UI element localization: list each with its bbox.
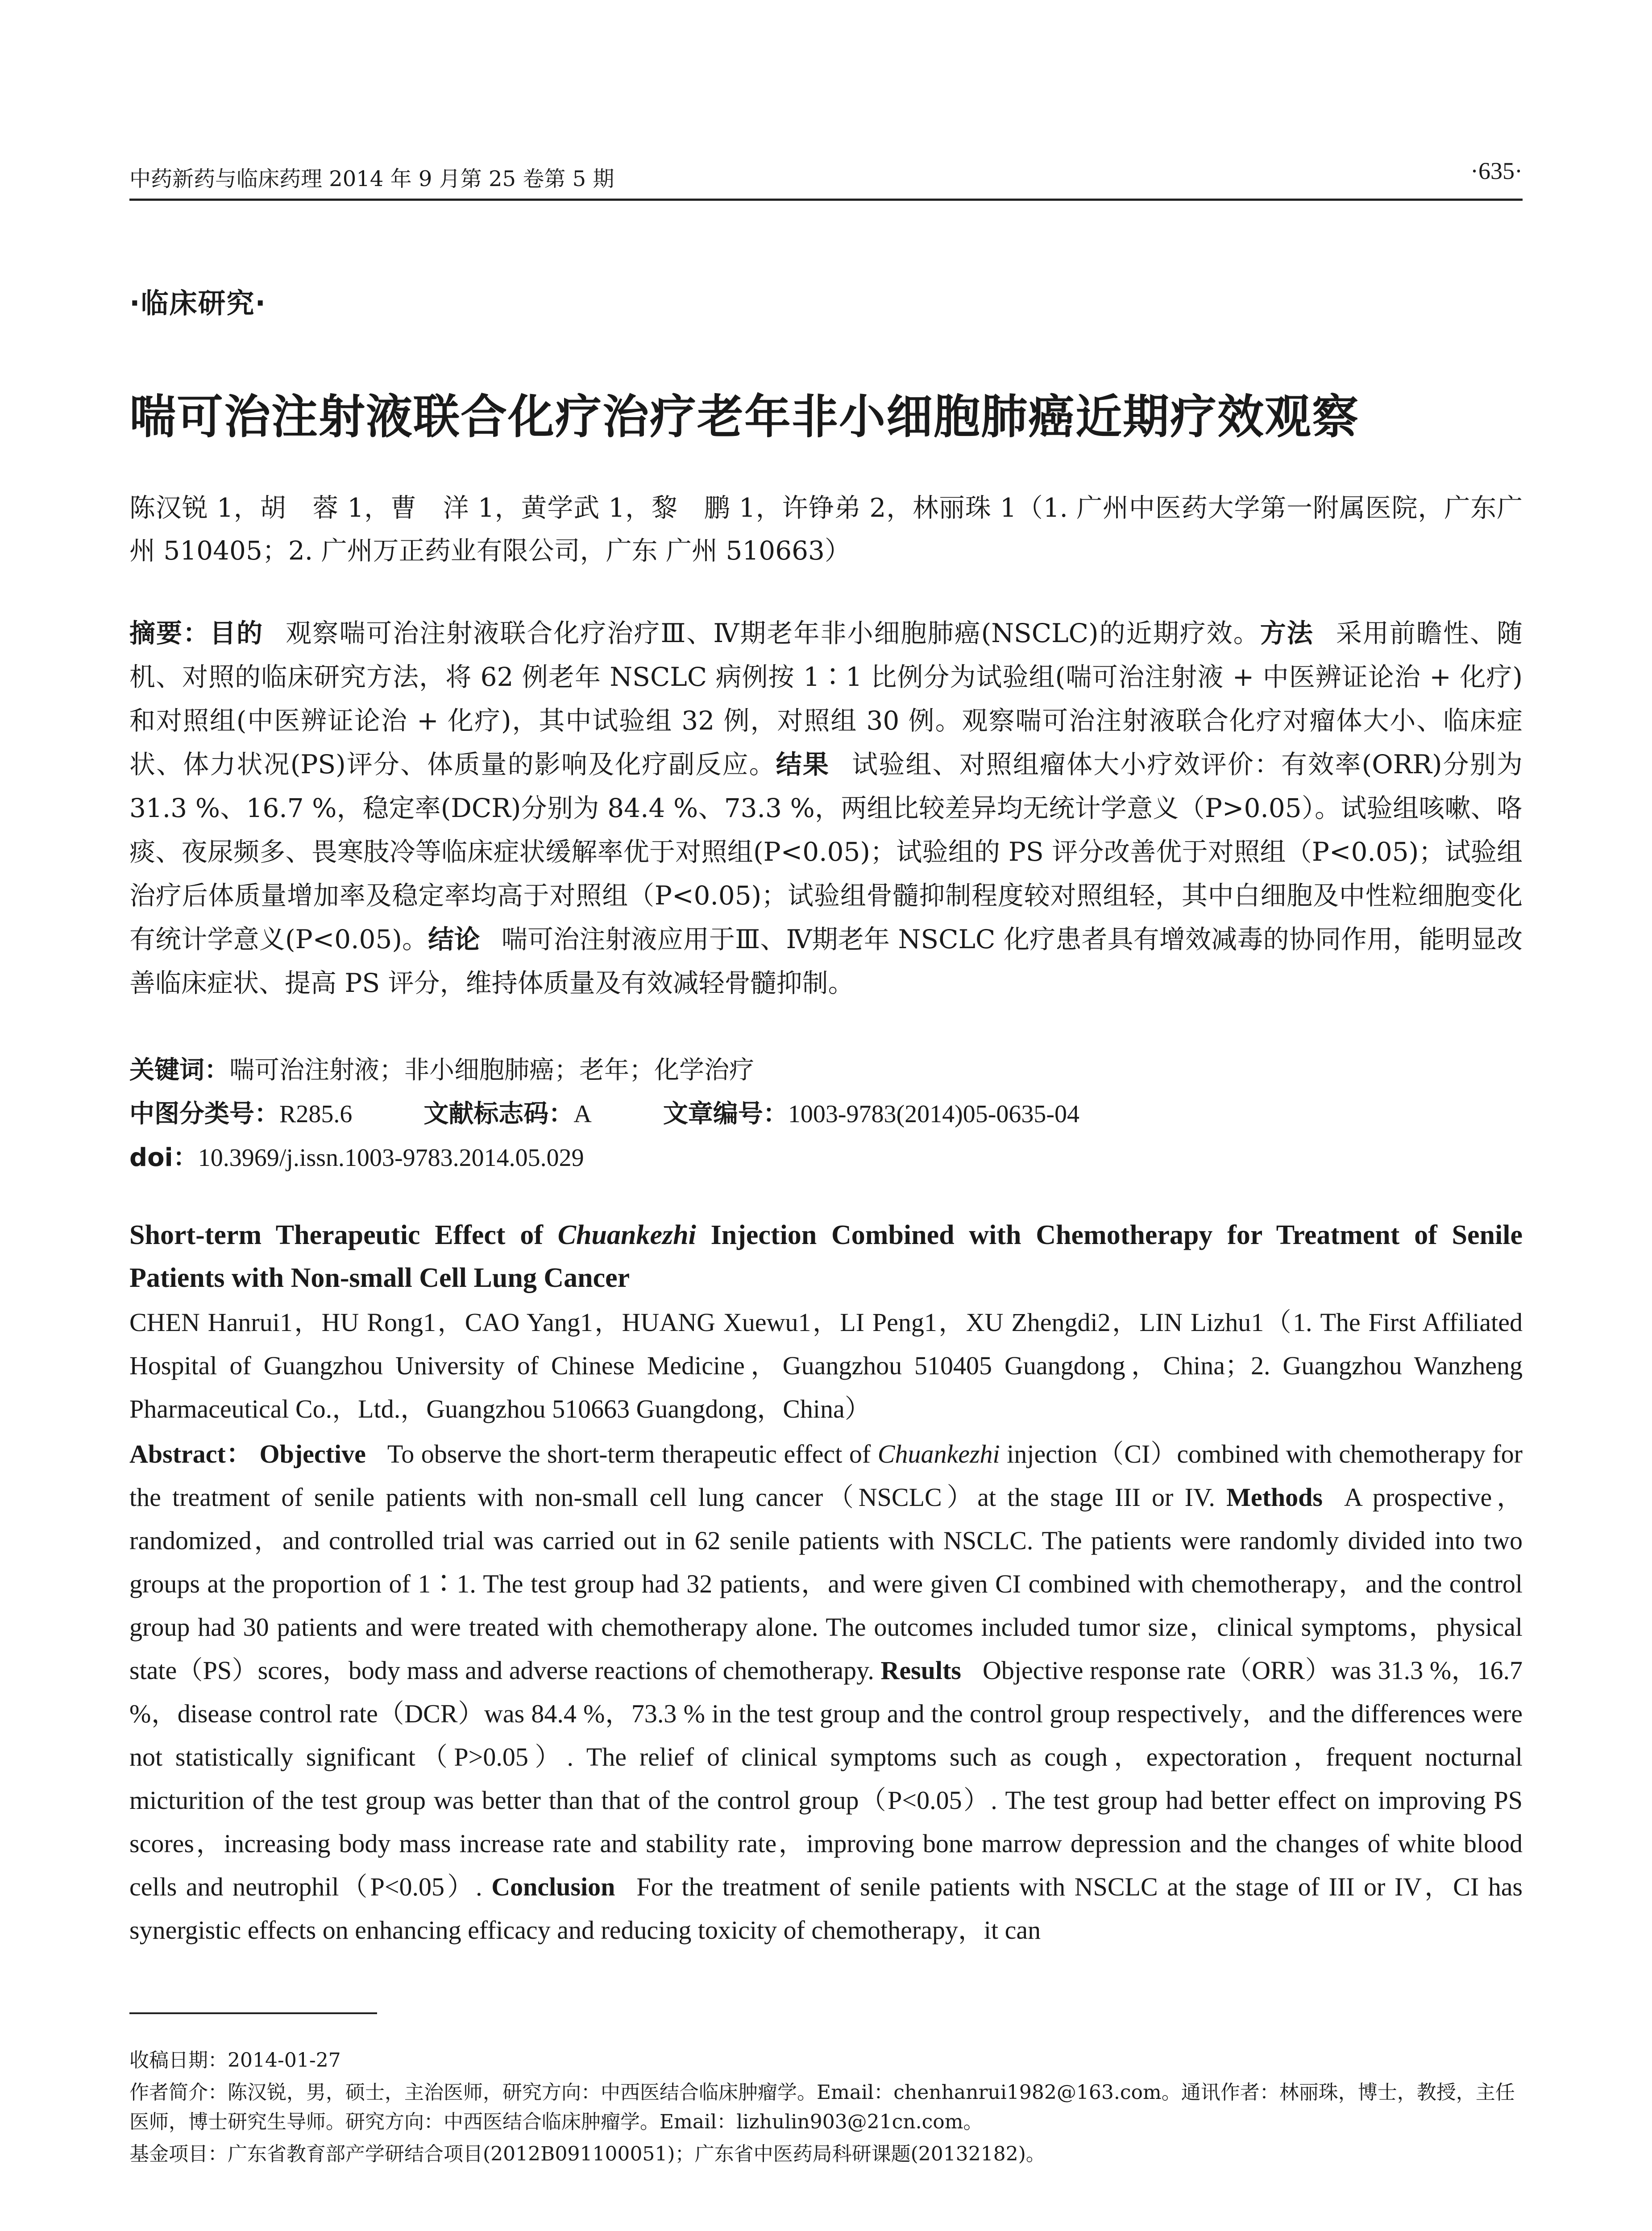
doi-label: doi：: [129, 1143, 198, 1172]
clc-label: 中图分类号：: [129, 1099, 279, 1128]
header-rule: [129, 199, 1523, 201]
running-head: 中药新药与临床药理 2014 年 9 月第 25 卷第 5 期: [129, 166, 614, 191]
results-en-label: Results: [880, 1656, 961, 1685]
objective-text: 观察喘可治注射液联合化疗治疗Ⅲ、Ⅳ期老年非小细胞肺癌(NSCLC)的近期疗效。: [285, 618, 1260, 648]
section-label: ·临床研究·: [129, 287, 267, 319]
methods-en-label: Methods: [1226, 1483, 1323, 1512]
abstract-label: 摘要：: [129, 618, 210, 648]
conclusion-en-text: For the treatment of senile patients with NSCLC at the stage of III or IV，CI has synergistic effects on enhancing efficacy and reducing toxicity of chemotherapy，it can: [129, 1872, 1523, 1945]
keywords-line: [129, 1049, 1523, 1092]
clc-value: R285.6: [279, 1100, 353, 1128]
author-bio: 作者简介：陈汉锐，男，硕士，主治医师，研究方向：中西医结合临床肿瘤学。Email：chenhanrui1982@163.com。通讯作者：林丽珠，博士，教授，主任医师，博士研究生导师。研究方向：中西医结合临床肿瘤学。Email：lizhulin903@21cn.com。: [129, 2081, 1515, 2133]
title-en-part2: Injection Combined with Chemotherapy for Treatment of Senile Patients with Non-small Cell Lung Cancer: [129, 1220, 1523, 1293]
objective-en-post: injection（CI）combined with chemotherapy for the treatment of senile patients with non-small cell lung cancer（NSCLC）at the stage III or IV.: [129, 1439, 1523, 1512]
footnotes: [129, 2046, 1523, 2172]
methods-text: 采用前瞻性、随机、对照的临床研究方法，将 62 例老年 NSCLC 病例按 1∶1 比例分为试验组(喘可治注射液 + 中医辨证论治 + 化疗)和对照组(中医辨证论治 + 化疗)，其中试验组 32 例，对照组 30 例。观察喘可治注射液联合化疗对瘤体大小、临床症状、体力状况(PS)评分、体质量的影响及化疗副反应。: [129, 618, 1523, 780]
results-text: 试验组、对照组瘤体大小疗效评价：有效率(ORR)分别为 31.3 %、16.7 %，稳定率(DCR)分别为 84.4 %、73.3 %，两组比较差异均无统计学意义（P>0.05）。试验组咳嗽、咯痰、夜尿频多、畏寒肢冷等临床症状缓解率优于对照组(P<0.05)；试验组的 PS 评分改善优于对照组（P<0.05)；试验组治疗后体质量增加率及稳定率均高于对照组（P<0.05)；试验组骨髓抑制程度较对照组轻，其中白细胞及中性粒细胞变化有统计学意义(P<0.05)。: [129, 749, 1523, 954]
keywords-text: 喘可治注射液；非小细胞肺癌；老年；化学治疗: [229, 1056, 754, 1085]
funding: 基金项目：广东省教育部产学研结合项目(2012B091100051)；广东省中医药局科研课题(20132182)。: [129, 2143, 1046, 2165]
doc-code-label: 文献标志码：: [423, 1099, 574, 1128]
doc-code-value: A: [573, 1100, 592, 1128]
classification-line: [129, 1092, 1523, 1136]
objective-en-label: Objective: [259, 1439, 366, 1468]
abstract-cn: [129, 611, 1523, 1005]
objective-en-pre: To observe the short-term therapeutic effect of: [387, 1439, 878, 1468]
authors-en: CHEN Hanrui1，HU Rong1，CAO Yang1，HUANG Xuewu1，LI Peng1，XU Zhengdi2，LIN Lizhu1（1. The First Affiliated Hospital of Guangzhou University of Chinese Medicine，Guangzhou 510405 Guangdong，China；2. Guangzhou Wanzheng Pharmaceutical Co.，Ltd.，Guangzhou 510663 Guangdong，China）: [129, 1308, 1523, 1423]
results-en-text: Objective response rate（ORR）was 31.3 %，16.7 %，disease control rate（DCR）was 84.4 %，73.3 % in the test group and the control group respectively，and the differences were not statistically significant（P>0.05）. The relief of clinical symptoms such as cough，expectoration，frequent nocturnal micturition of the test group was better than that of the control group（P<0.05）. The test group had better effect on improving PS scores，increasing body mass increase rate and stability rate，improving bone marrow depression and the changes of white blood cells and neutrophil（P<0.05）.: [129, 1656, 1523, 1901]
abstract-en: [129, 1432, 1523, 1952]
conclusion-label: 结论: [428, 924, 480, 954]
abstract-en-label: Abstract：: [129, 1439, 253, 1468]
title-en-italic: Chuankezhi: [557, 1220, 696, 1250]
article-no-label: 文章编号：: [663, 1099, 788, 1128]
doi-value: 10.3969/j.issn.1003-9783.2014.05.029: [198, 1144, 584, 1172]
objective-en-italic: Chuankezhi: [877, 1439, 1000, 1468]
article-metadata: [129, 1049, 1523, 1180]
received-date: 收稿日期：2014-01-27: [129, 2049, 341, 2072]
conclusion-text: 喘可治注射液应用于Ⅲ、Ⅳ期老年 NSCLC 化疗患者具有增效减毒的协同作用，能明显改善临床症状、提高 PS 评分，维持体质量及有效减轻骨髓抑制。: [129, 924, 1523, 998]
results-label: 结果: [776, 749, 830, 780]
title-en-part1: Short-term Therapeutic Effect of: [129, 1220, 558, 1250]
conclusion-en-label: Conclusion: [491, 1872, 615, 1901]
article-no-value: 1003-9783(2014)05-0635-04: [788, 1100, 1080, 1128]
methods-en-text: A prospective，randomized，and controlled trial was carried out in 62 senile patients with NSCLC. The patients were randomly divided into two groups at the proportion of 1∶1. The test group had 32 patients，and were given CI combined with chemotherapy，and the control group had 30 patients and were treated with chemotherapy alone. The outcomes included tumor size，clinical symptoms，physical state（PS）scores，body mass and adverse reactions of chemotherapy.: [129, 1483, 1523, 1685]
authors-cn: 陈汉锐 1，胡 蓉 1，曹 洋 1，黄学武 1，黎 鹏 1，许铮弟 2，林丽珠 1（1. 广州中医药大学第一附属医院，广东广州 510405；2. 广州万正药业有限公司，广东 广州 510663）: [129, 493, 1523, 566]
methods-label: 方法: [1260, 618, 1314, 648]
article-title-en: [129, 1214, 1523, 1299]
article-title-cn: 喘可治注射液联合化疗治疗老年非小细胞肺癌近期疗效观察: [129, 390, 1360, 444]
keywords-label: 关键词：: [129, 1056, 229, 1085]
page-number: ·635·: [1470, 158, 1523, 184]
objective-label: 目的: [210, 618, 264, 648]
footnote-rule: [129, 2012, 377, 2014]
doi-line: [129, 1136, 1523, 1180]
